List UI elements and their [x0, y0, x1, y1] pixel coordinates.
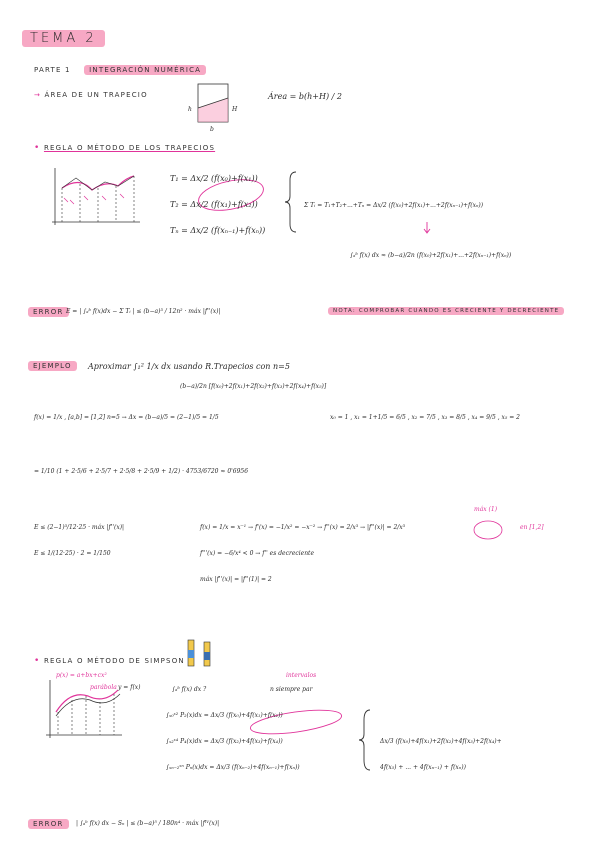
trap-sum: Σ Tᵢ = T₁+T₂+...+Tₙ = Δx/2 (f(x₀)+2f(x₁)+...+2f(xₙ₋₁)+f(xₙ)): [304, 202, 484, 209]
example-heading: EJEMPLO: [28, 362, 77, 370]
part-title: INTEGRACIÓN NUMÉRICA: [84, 65, 206, 75]
pencil-drawing: [188, 640, 210, 666]
trapezoid-label: → ÁREA DE UN TRAPECIO: [34, 91, 148, 99]
example-mark: máx (1): [474, 506, 498, 513]
trapezoid-h-label: h: [188, 106, 192, 113]
trapezoid-rule-graph: [52, 168, 140, 225]
page-title: TEMA 2: [22, 31, 105, 46]
example-step1: (b−a)/2n [f(x₀)+2f(x₁)+2f(x₂)+f(x₃)+2f(x₄)+f(x₅)]: [180, 383, 327, 390]
error-note: NOTA: COMPROBAR CUANDO ES CRECIENTE Y DECRECIENTE: [328, 308, 564, 314]
simpson-sum1: Δx/3 (f(x₀)+4f(x₁)+2f(x₂)+4f(x₃)+2f(x₄)+: [380, 738, 502, 745]
simpson-line1: ∫ₓ₀ˣ² P₂(x)dx = Δx/3 (f(x₀)+4f(x₁)+f(x₂)): [166, 712, 283, 719]
error-formula: E = | ∫ₐᵇ f(x)dx − Σ Tᵢ | ≤ (b−a)³ / 12n² · máx |f''(x)|: [66, 308, 221, 315]
simpson-line3: ∫ₓₙ₋₂ˣⁿ Pₙ(x)dx = Δx/3 (f(xₙ₋₂)+4f(xₙ₋₁)+f(xₙ)): [166, 764, 300, 771]
example-deriv2: f'''(x) = −6/x⁴ < 0 → f'' es decreciente: [200, 550, 315, 557]
simpson-question: ∫ₐᵇ f(x) dx ?: [172, 686, 207, 693]
trap-tn: Tₙ = Δx/2 (f(xₙ₋₁)+f(xₙ)): [170, 226, 266, 235]
trapezoid-b-label: b: [210, 126, 214, 133]
simpson-even: n siempre par: [270, 686, 313, 693]
trap-t2: T₂ = Δx/2 (f(x₁)+f(x₂)): [170, 200, 258, 209]
trap-integral: ∫ₐᵇ f(x) dx ≈ (b−a)/2n (f(x₀)+2f(x₁)+...+2f(xₙ₋₁)+f(xₙ)): [350, 252, 512, 259]
simpson-line2: ∫ₓ₂ˣ⁴ P₄(x)dx = Δx/3 (f(x₂)+4f(x₃)+f(x₄)): [166, 738, 283, 745]
example-deriv1-tag: en [1,2]: [520, 524, 544, 531]
trap-t1: T₁ = Δx/2 (f(x₀)+f(x₁)): [170, 174, 258, 183]
example-deriv3: máx |f''(x)| = |f''(1)| = 2: [200, 576, 272, 583]
simpson-sum2: 4f(x₅) + ... + 4f(xₙ₋₁) + f(xₙ)): [380, 764, 466, 771]
example-result: = 1/10 (1 + 2·5/6 + 2·5/7 + 2·5/8 + 2·5/9 + 1/2) · 4753/6720 ≈ 0'6956: [34, 468, 249, 475]
simpson-parabola-label: parábola: [90, 684, 117, 691]
error2-formula: | ∫ₐᵇ f(x) dx − Sₙ | ≤ (b−a)⁵ / 180n⁴ · máx |fᴵⱽ(x)|: [76, 820, 220, 827]
trapezoid-area-formula: Área = b(h+H) / 2: [268, 92, 342, 101]
simpson-note: intervalos: [286, 672, 317, 679]
example-data: f(x) = 1/x , [a,b] = [1,2] n=5 → Δx = (b−a)/5 = (2−1)/5 = 1/5: [34, 414, 219, 421]
example-error-b: E ≤ 1/(12·25) · 2 = 1/150: [34, 550, 111, 557]
error2-heading: ERROR: [28, 820, 69, 828]
part-tag: PARTE 1: [34, 66, 71, 74]
trapezoid-H-label: H: [232, 106, 238, 113]
simpson-heading: • REGLA O MÉTODO DE SIMPSON: [34, 656, 185, 666]
simpson-curve-label: p(x) = a+bx+cx²: [56, 672, 107, 679]
example-error-a: E ≤ (2−1)³/12·25 · máx |f''(x)|: [34, 524, 125, 531]
simpson-fx-label: y = f(x): [118, 684, 141, 691]
example-nodes: x₀ = 1 , x₁ = 1+1/5 = 6/5 , x₂ = 7/5 , x₃ = 8/5 , x₄ = 9/5 , x₅ = 2: [330, 414, 520, 421]
error-heading: ERROR: [28, 308, 69, 316]
example-deriv1: f(x) = 1/x = x⁻¹ → f'(x) = −1/x² = −x⁻² → f''(x) = 2/x³ → |f''(x)| = 2/x³: [200, 524, 406, 531]
trapezoid-figure: [198, 84, 228, 122]
trap-rule-heading: • REGLA O MÉTODO DE LOS TRAPECIOS: [34, 143, 216, 153]
example-statement: Aproximar ∫₁² 1/x dx usando R.Trapecios con n=5: [88, 362, 290, 371]
